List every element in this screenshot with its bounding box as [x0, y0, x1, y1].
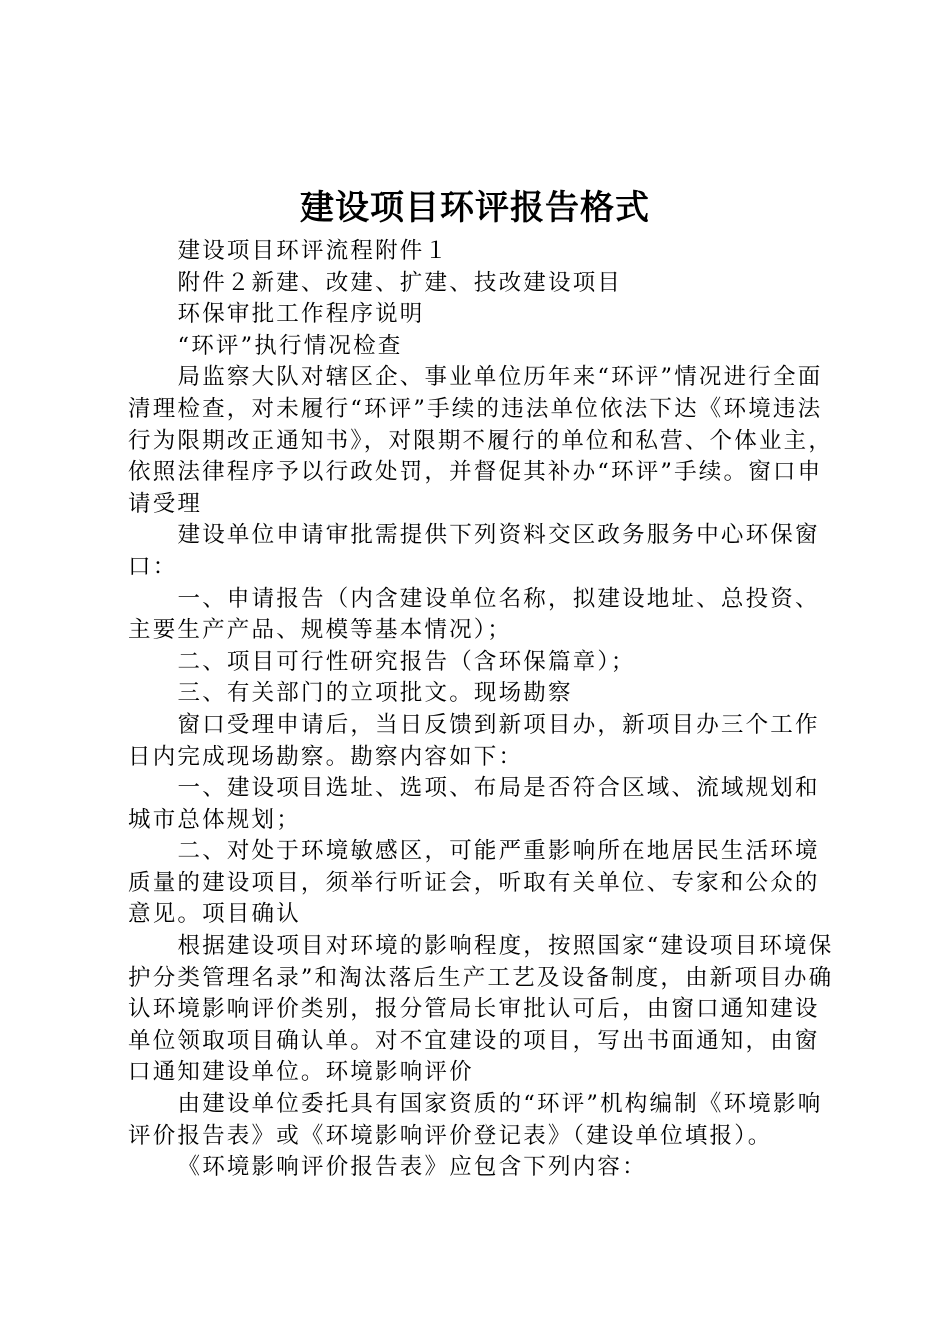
- paragraph: 附件２新建、改建、扩建、技改建设项目: [177, 269, 623, 296]
- paragraph: 根据建设项目对环境的影响程度，按照国家“建设项目环境保护分类管理名录”和淘汰落后生产工艺及设备制度，由新项目办确认环境影响评价类别，报分管局长审批认可后，由窗口通知建设单位领取项目确认单。对不宜建设的项目，写出书面通知，由窗口通知建设单位。环境影响评价: [128, 933, 834, 1086]
- document-body: [128, 236, 834, 1184]
- paragraph: 二、对处于环境敏感区，可能严重影响所在地居民生活环境质量的建设项目，须举行听证会，听取有关单位、专家和公众的意见。项目确认: [128, 838, 820, 928]
- paragraph: 窗口受理申请后，当日反馈到新项目办，新项目办三个工作日内完成现场勘察。勘察内容如下：: [128, 711, 820, 770]
- paragraph: 建设项目环评流程附件１: [177, 238, 450, 264]
- paragraph: 二、项目可行性研究报告（含环保篇章）；: [177, 648, 636, 675]
- paragraph: 环保审批工作程序说明: [177, 301, 425, 328]
- paragraph: “环评”执行情况检查: [177, 332, 403, 359]
- paragraph: 建设单位申请审批需提供下列资料交区政务服务中心环保窗口：: [128, 522, 820, 580]
- paragraph: 局监察大队对辖区企、事业单位历年来“环评”情况进行全面清理检查，对未履行“环评”手续的违法单位依法下达《环境违法行为限期改正通知书》，对限期不履行的单位和私营、个体业主，依照法律程序予以行政处罚，并督促其补办“环评”手续。窗口申请受理: [128, 364, 834, 517]
- document-title: 建设项目环评报告格式: [300, 188, 650, 228]
- paragraph: 《环境影响评价报告表》应包含下列内容：: [177, 1154, 647, 1181]
- paragraph: 一、申请报告（内含建设单位名称，拟建设地址、总投资、主要生产产品、规模等基本情况）；: [128, 585, 820, 644]
- paragraph: 三、有关部门的立项批文。现场勘察: [177, 680, 573, 707]
- paragraph: 由建设单位委托具有国家资质的“环评”机构编制《环境影响评价报告表》或《环境影响评价登记表》（建设单位填报）。: [128, 1091, 823, 1149]
- paragraph: 一、建设项目选址、选项、布局是否符合区域、流域规划和城市总体规划；: [128, 775, 820, 833]
